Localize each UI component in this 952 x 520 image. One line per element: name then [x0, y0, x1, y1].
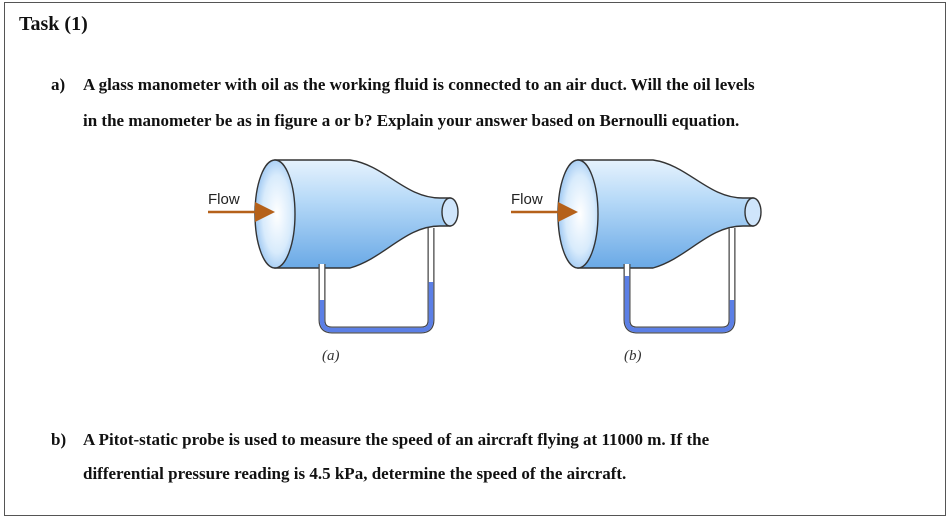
- figure-a: [208, 160, 458, 364]
- duct-a-outlet: [442, 198, 458, 226]
- question-b-line2: differential pressure reading is 4.5 kPa, determine the speed of the aircraft.: [83, 464, 627, 483]
- flow-label-b: Flow: [511, 191, 543, 208]
- question-a-label: a): [51, 75, 66, 94]
- question-a-line2: in the manometer be as in figure a or b? Explain your answer based on Bernoulli equation.: [83, 111, 740, 130]
- duct-b-inlet: [558, 160, 598, 268]
- caption-b: (b): [624, 348, 642, 364]
- flow-label-a: Flow: [208, 191, 240, 208]
- question-a-line1: A glass manometer with oil as the working fluid is connected to an air duct. Will the oil levels: [83, 75, 755, 94]
- duct-a: [275, 160, 450, 268]
- caption-a: (a): [322, 348, 340, 364]
- question-b-line1: A Pitot-static probe is used to measure the speed of an aircraft flying at 11000 m. If the: [83, 430, 710, 449]
- duct-a-inlet: [255, 160, 295, 268]
- manometer-b-fluid: [627, 276, 732, 330]
- question-b-label: b): [51, 430, 67, 449]
- figure-b: [511, 160, 761, 364]
- task-title: Task (1): [19, 13, 88, 35]
- manometer-a-fluid: [322, 282, 431, 330]
- duct-b-outlet: [745, 198, 761, 226]
- duct-b: [578, 160, 753, 268]
